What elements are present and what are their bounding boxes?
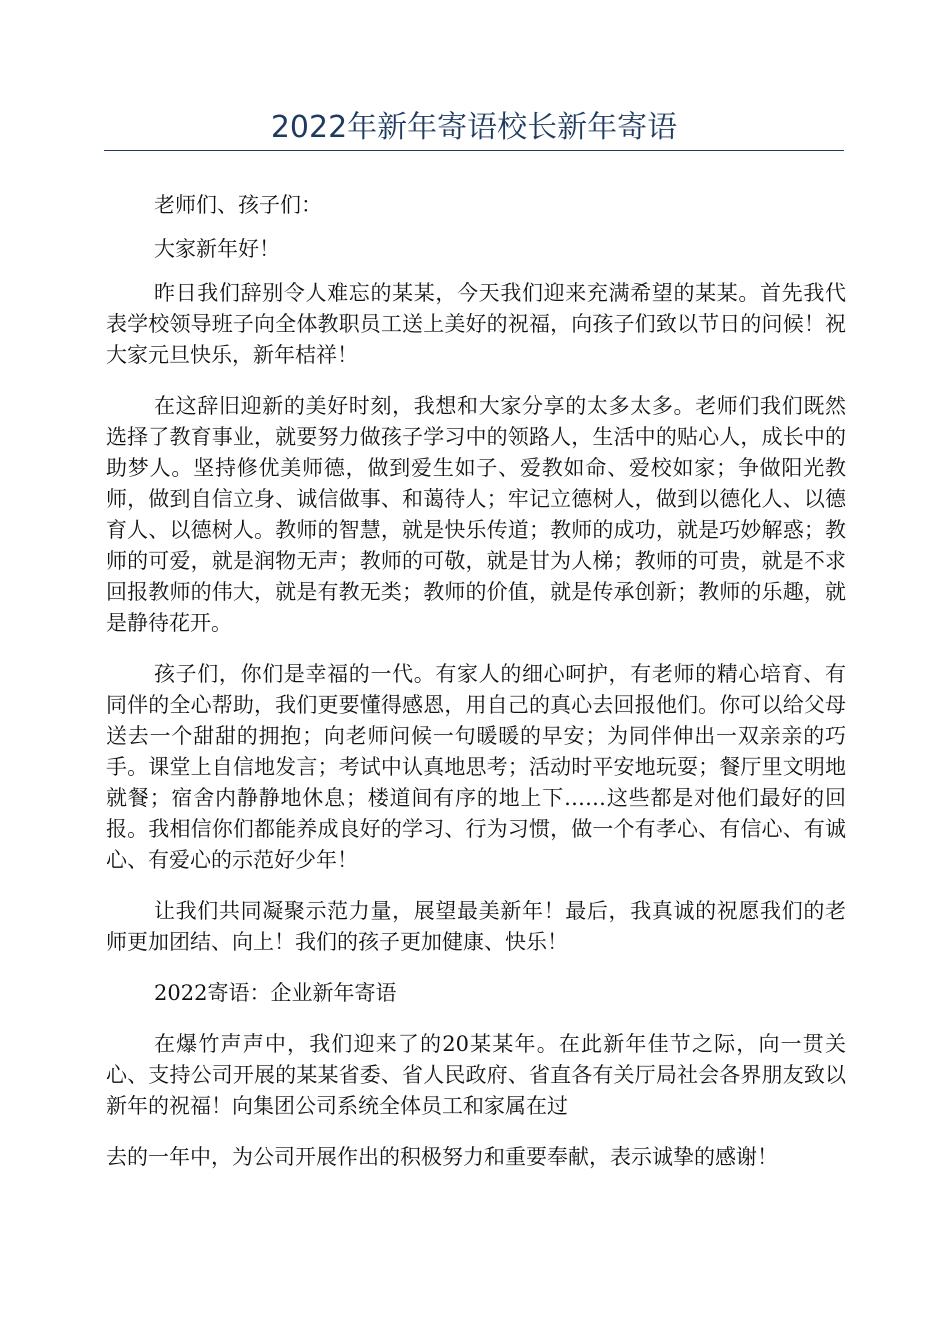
paragraph-teachers: 在这辞旧迎新的美好时刻，我想和大家分享的太多太多。老师们我们既然选择了教育事业，就要努力做孩子学习中的领路人，生活中的贴心人，成长中的助梦人。坚持修优美师德，做到爱生如子、爱教如命、爱校如家；争做阳光教师，做到自信立身、诚信做事、和蔼待人；牢记立德树人，做到以德化人、以德育人、以德树人。教师的智慧，就是快乐传道；教师的成功，就是巧妙解惑；教师的可爱，就是润物无声；教师的可敬，就是甘为人梯；教师的可贵，就是不求回报教师的伟大，就是有教无类；教师的价值，就是传承创新；教师的乐趣，就是静待花开。 — [106, 394, 846, 635]
greeting: 大家新年好！ — [154, 237, 280, 261]
salutation: 老师们、孩子们： — [154, 193, 322, 217]
paragraph-intro: 昨日我们辞别令人难忘的某某，今天我们迎来充满希望的某某。首先我代表学校领导班子向全体教职员工送上美好的祝福，向孩子们致以节日的问候！祝大家元旦快乐，新年桔祥！ — [106, 281, 846, 367]
paragraph-enterprise: 在爆竹声声中，我们迎来了的20某某年。在此新年佳节之际，向一贯关心、支持公司开展的某某省委、省人民政府、省直各有关厅局社会各界朋友致以新年的祝福！向集团公司系统全体员工和家属在过 — [106, 1032, 846, 1118]
section-heading: 2022寄语：企业新年寄语 — [154, 981, 397, 1005]
document-title: 2022年新年寄语校长新年寄语 — [270, 110, 678, 145]
paragraph-closing: 让我们共同凝聚示范力量，展望最美新年！最后，我真诚的祝愿我们的老师更加团结、向上！我们的孩子更加健康、快乐！ — [106, 899, 846, 954]
title-divider — [104, 150, 844, 151]
paragraph-enterprise-continued: 去的一年中，为公司开展作出的积极努力和重要奉献，表示诚挚的感谢！ — [106, 1145, 778, 1169]
document-body — [106, 190, 846, 1186]
paragraph-children: 孩子们，你们是幸福的一代。有家人的细心呵护，有老师的精心培育、有同伴的全心帮助，我们更要懂得感恩，用自己的真心去回报他们。你可以给父母送去一个甜甜的拥抱；向老师问候一句暖暖的早安；为同伴伸出一双亲亲的巧手。课堂上自信地发言；考试中认真地思考；活动时平安地玩耍；餐厅里文明地就餐；宿舍内静静地休息；楼道间有序的地上下……这些都是对他们最好的回报。我相信你们都能养成良好的学习、行为习惯，做一个有孝心、有信心、有诚心、有爱心的示范好少年！ — [106, 662, 846, 872]
